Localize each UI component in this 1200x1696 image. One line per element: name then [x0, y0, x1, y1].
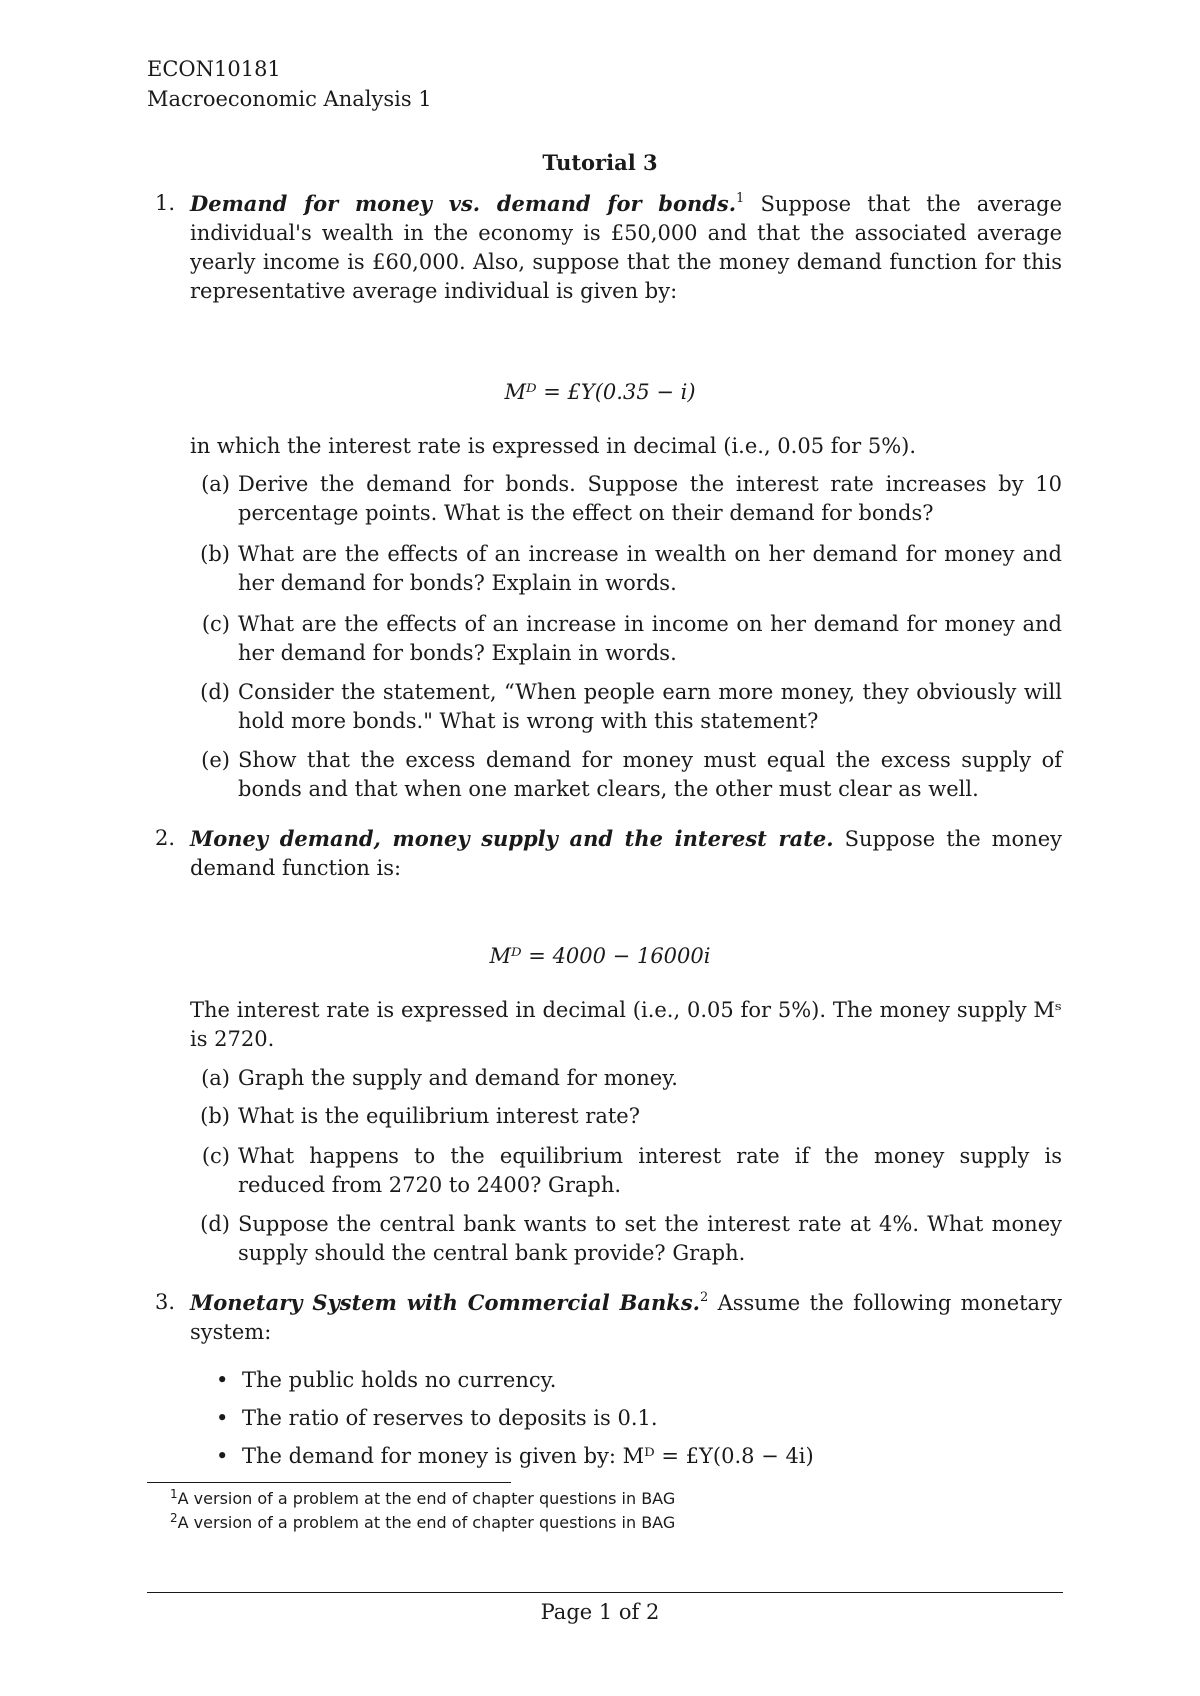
q1-part-c-label: (c) — [201, 612, 230, 636]
question-3-intro-text: Assume the following monetary system: — [190, 1291, 1062, 1344]
question-1-number: 1. — [154, 191, 175, 215]
question-2-number: 2. — [154, 826, 175, 850]
question-3-intro — [190, 1288, 1062, 1347]
question-3-title: Monetary System with Commercial Banks. — [190, 1290, 700, 1315]
question-1-intro-text: Suppose that the average individual's wealth in the economy is £50,000 and that the associated average yearly income is £60,000. Also, suppose that the money demand function for this representative average individual is given by: — [190, 192, 1062, 303]
q1-part-e-text: Show that the excess demand for money must equal the excess supply of bonds and that when one market clears, the other must clear as well. — [238, 748, 1062, 801]
footnote-2-mark: 2 — [170, 1511, 178, 1525]
question-3-number: 3. — [154, 1290, 175, 1314]
q1-part-a-text: Derive the demand for bonds. Suppose the interest rate increases by 10 percentage points. What is the effect on their demand for bonds? — [238, 472, 1062, 525]
question-2-after: The interest rate is expressed in decimal (i.e., 0.05 for 5%). The money supply Mˢ is 2720. — [190, 998, 1062, 1051]
footer-divider — [147, 1592, 1063, 1593]
q3-bullet-2: The ratio of reserves to deposits is 0.1. — [242, 1406, 658, 1430]
footnote-2 — [170, 1512, 675, 1534]
question-1-equation: Mᴰ = £Y(0.35 − i) — [504, 380, 696, 404]
course-name: Macroeconomic Analysis 1 — [147, 87, 432, 111]
q2-part-a-text: Graph the supply and demand for money. — [238, 1066, 678, 1090]
footnote-ref-2: 2 — [699, 1290, 709, 1305]
footnote-ref-1: 1 — [736, 191, 745, 206]
q2-part-d-label: (d) — [200, 1212, 230, 1236]
q1-part-b-label: (b) — [200, 542, 230, 566]
q1-part-c-text: What are the effects of an increase in income on her demand for money and her demand for bonds? Explain in words. — [238, 612, 1062, 665]
q1-part-b-text: What are the effects of an increase in wealth on her demand for money and her demand for bonds? Explain in words. — [238, 542, 1062, 595]
q1-part-a-label: (a) — [201, 472, 230, 496]
question-2-equation: Mᴰ = 4000 − 16000i — [489, 944, 711, 968]
question-2-intro-text: Suppose the money demand function is: — [190, 827, 1062, 880]
question-1-intro — [190, 189, 1062, 306]
q2-part-b-label: (b) — [200, 1104, 230, 1128]
footnote-divider — [147, 1482, 511, 1483]
bullet-icon: • — [216, 1368, 229, 1392]
q1-part-d-text: Consider the statement, “When people earn more money, they obviously will hold more bonds." What is wrong with this statement? — [238, 680, 1062, 733]
page-number: Page 1 of 2 — [540, 1600, 660, 1624]
q2-part-d-text: Suppose the central bank wants to set the interest rate at 4%. What money supply should the central bank provide? Graph. — [238, 1212, 1062, 1265]
q3-bullet-3: The demand for money is given by: Mᴰ = £Y(0.8 − 4i) — [242, 1444, 814, 1468]
question-1-title: Demand for money vs. demand for bonds. — [190, 191, 737, 216]
question-1-after: in which the interest rate is expressed in decimal (i.e., 0.05 for 5%). — [190, 434, 917, 458]
footnote-1 — [170, 1488, 675, 1510]
q2-part-b-text: What is the equilibrium interest rate? — [238, 1104, 640, 1128]
q3-bullet-1: The public holds no currency. — [242, 1368, 557, 1392]
footnote-1-text: A version of a problem at the end of chapter questions in BAG — [177, 1489, 676, 1508]
footnote-1-mark: 1 — [170, 1487, 178, 1501]
course-code: ECON10181 — [147, 57, 281, 81]
q1-part-e-label: (e) — [201, 748, 230, 772]
page-title: Tutorial 3 — [542, 150, 658, 175]
question-2-title: Money demand, money supply and the interest rate. — [190, 826, 834, 851]
bullet-icon: • — [216, 1406, 229, 1430]
question-2-intro — [190, 824, 1062, 883]
q2-part-a-label: (a) — [201, 1066, 230, 1090]
q1-part-d-label: (d) — [200, 680, 230, 704]
q2-part-c-text: What happens to the equilibrium interest rate if the money supply is reduced from 2720 to 2400? Graph. — [238, 1144, 1062, 1197]
q2-part-c-label: (c) — [201, 1144, 230, 1168]
bullet-icon: • — [216, 1444, 229, 1468]
footnote-2-text: A version of a problem at the end of chapter questions in BAG — [177, 1513, 676, 1532]
